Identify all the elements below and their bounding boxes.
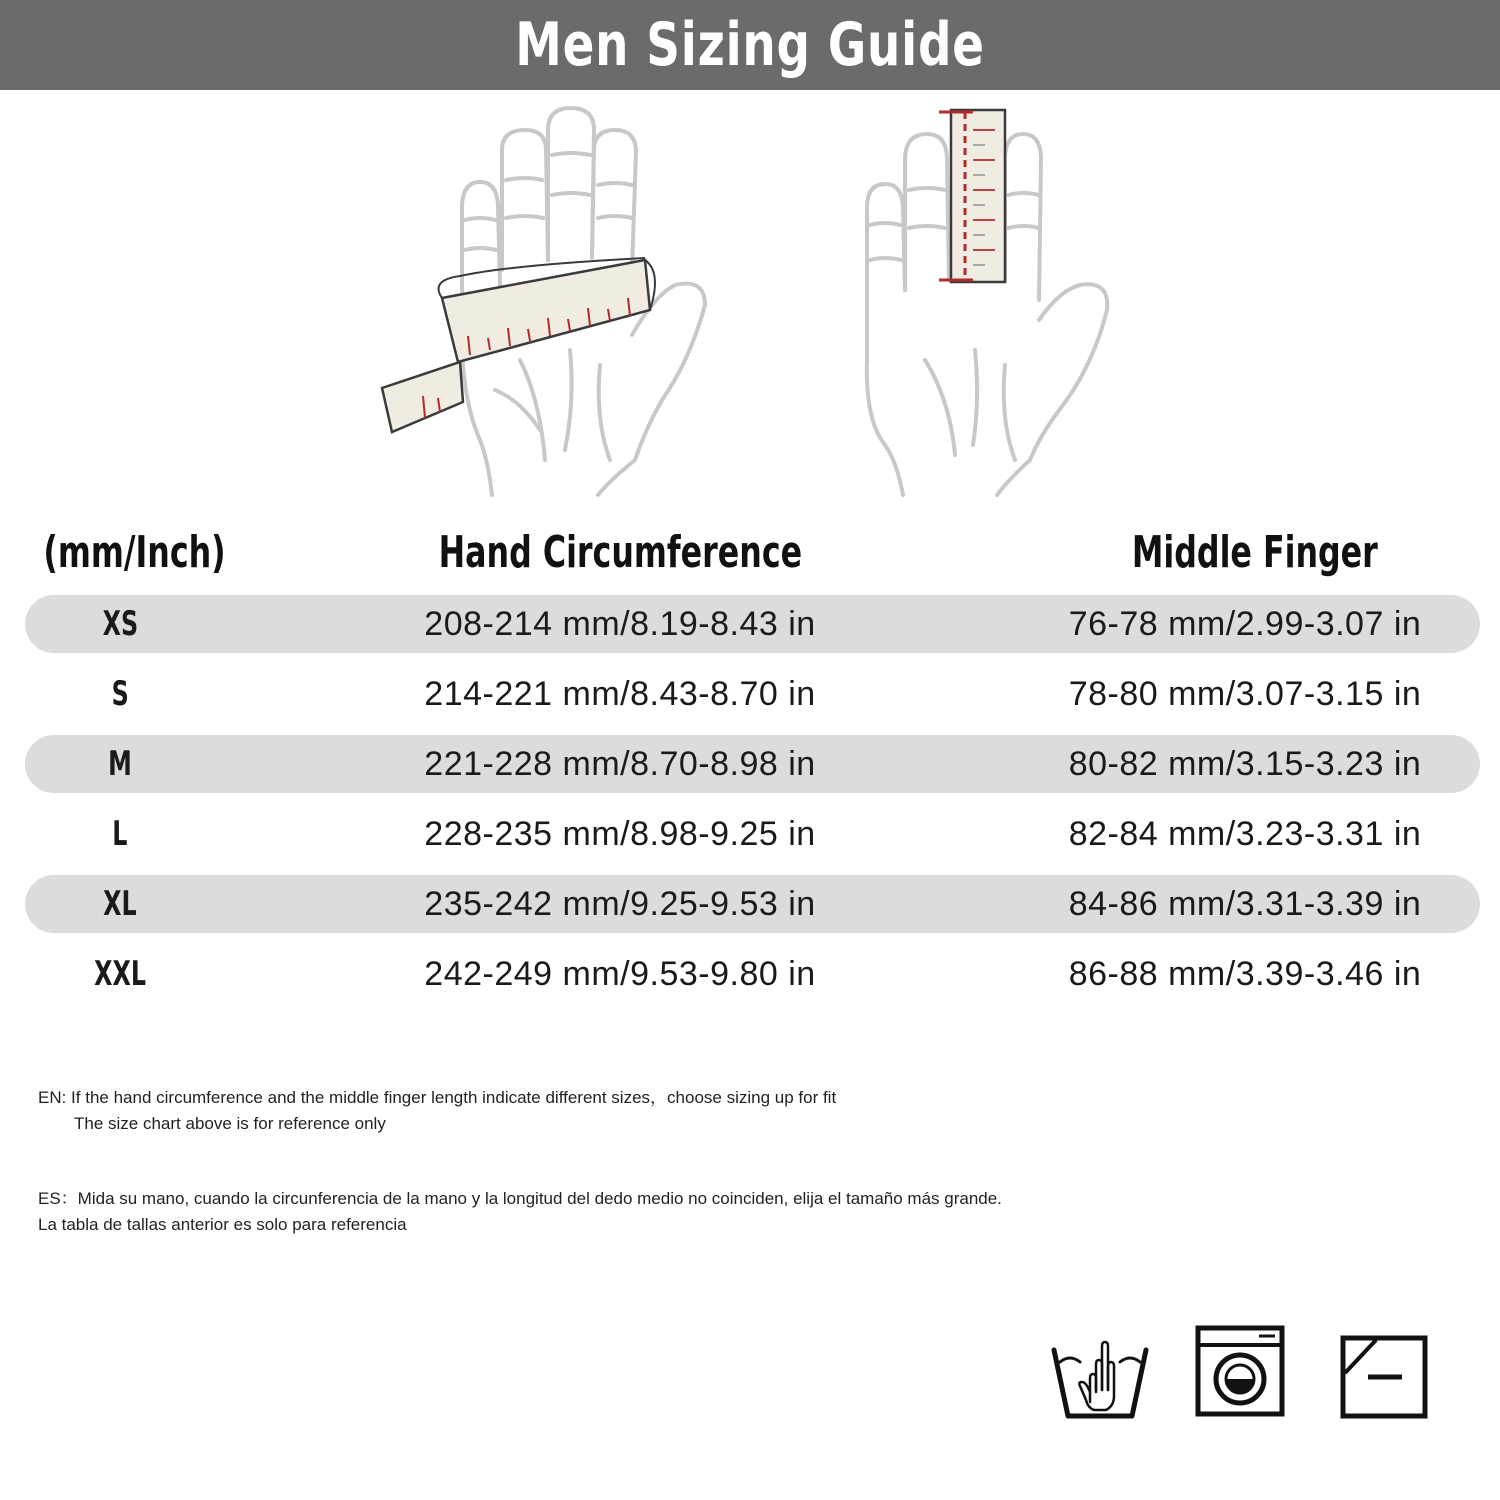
hand-circumference-value: 242-249 mm/9.53-9.80 in [424,954,816,993]
size-label: XS [102,604,138,644]
middle-finger-value: 86-88 mm/3.39-3.46 in [1068,954,1422,993]
size-label: L [112,814,128,854]
table-row [25,805,1480,863]
middle-finger-measure-icon [855,100,1125,500]
unit-header: (mm/Inch) [43,526,227,578]
middle-finger-value: 84-86 mm/3.31-3.39 in [1068,884,1422,923]
hand-wash-icon [1050,1340,1150,1420]
english-note-line: The size chart above is for reference only [74,1114,386,1133]
table-row [25,595,1480,653]
middle-finger-header: Middle Finger [1132,526,1378,578]
spanish-note-line: La tabla de tallas anterior es solo para referencia [38,1215,407,1234]
spanish-note [38,1186,1002,1238]
table-row [25,875,1480,933]
table-row [25,945,1480,1003]
hand-circumference-header: Hand Circumference [438,526,802,578]
english-note-line: EN: If the hand circumference and the middle finger length indicate different sizes，choose sizing up for fit [38,1088,837,1107]
english-note [38,1085,836,1137]
middle-finger-value: 82-84 mm/3.23-3.31 in [1068,814,1422,853]
size-label: XL [103,884,137,924]
dry-flat-icon [1340,1335,1428,1419]
table-row [25,665,1480,723]
size-label: XXL [94,954,146,994]
header-banner [0,0,1500,90]
spanish-note-line: ES：Mida su mano, cuando la circunferencia de la mano y la longitud del dedo medio no coinciden, elija el tamaño más grande. [38,1189,1002,1208]
middle-finger-value: 76-78 mm/2.99-3.07 in [1068,604,1422,643]
page-title: Men Sizing Guide [515,10,985,80]
size-table [25,595,1480,1015]
middle-finger-value: 80-82 mm/3.15-3.23 in [1068,744,1422,783]
hand-circumference-measure-icon [370,100,730,500]
hand-circumference-value: 208-214 mm/8.19-8.43 in [424,604,816,643]
hand-circumference-value: 235-242 mm/9.25-9.53 in [424,884,816,923]
hand-circumference-value: 221-228 mm/8.70-8.98 in [424,744,816,783]
hand-circumference-value: 228-235 mm/8.98-9.25 in [424,814,816,853]
machine-wash-icon [1195,1325,1285,1417]
table-row [25,735,1480,793]
size-label: M [108,744,132,784]
hand-circumference-value: 214-221 mm/8.43-8.70 in [424,674,816,713]
middle-finger-value: 78-80 mm/3.07-3.15 in [1068,674,1422,713]
size-label: S [111,674,129,714]
